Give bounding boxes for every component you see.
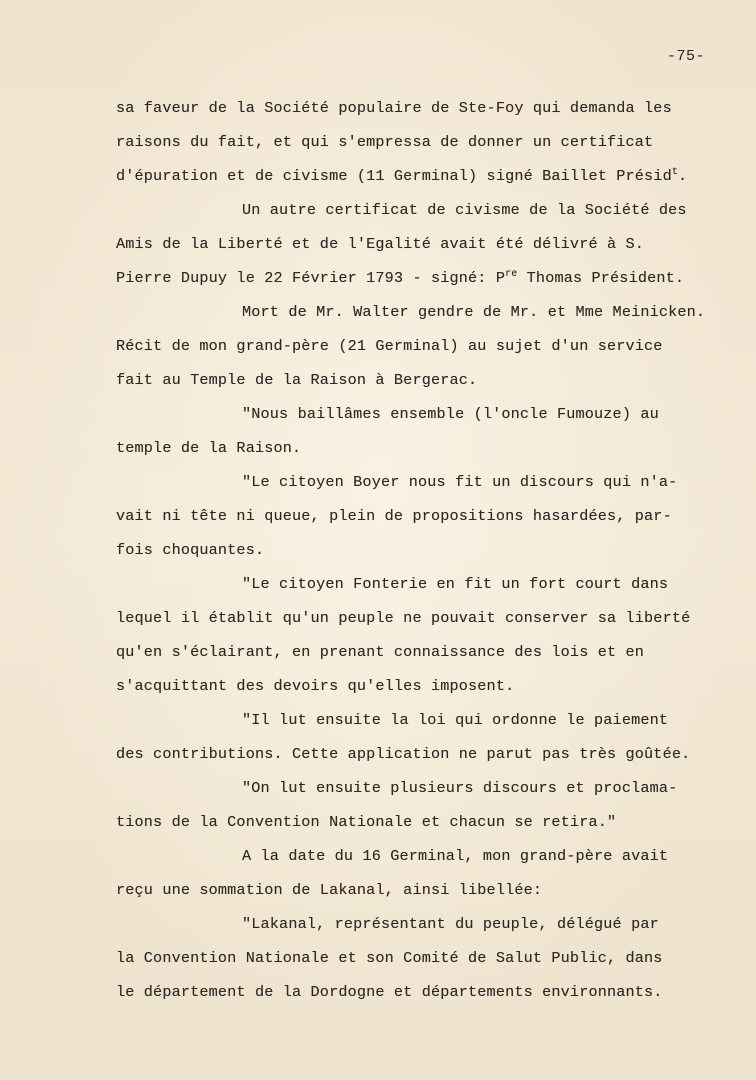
text-line-end: Thomas Président.: [517, 269, 685, 287]
text-line: "Nous baillâmes ensemble (l'oncle Fumouze) au: [242, 405, 659, 423]
text-line: Un autre certificat de civisme de la Société des: [242, 201, 687, 219]
text-line: lequel il établit qu'un peuple ne pouvait conserver sa liberté: [116, 609, 691, 627]
text-line: "Lakanal, représentant du peuple, délégué par: [242, 915, 659, 933]
superscript: t: [671, 167, 678, 178]
text-line: fois choquantes.: [116, 541, 265, 559]
text-line: A la date du 16 Germinal, mon grand-père avait: [242, 847, 669, 865]
text-line: temple de la Raison.: [116, 439, 302, 457]
page-number: -75-: [667, 48, 706, 65]
text-line: tions de la Convention Nationale et chacun se retira.": [116, 813, 617, 831]
text-line: Mort de Mr. Walter gendre de Mr. et Mme Meinicken.: [242, 303, 706, 321]
text-line: reçu une sommation de Lakanal, ainsi libellée:: [116, 881, 543, 899]
text-line: la Convention Nationale et son Comité de Salut Public, dans: [116, 949, 663, 967]
text-line: Récit de mon grand-père (21 Germinal) au sujet d'un service: [116, 337, 663, 355]
text-line: le département de la Dordogne et départements environnants.: [116, 983, 663, 1001]
text-line: "Il lut ensuite la loi qui ordonne le paiement: [242, 711, 669, 729]
text-line: "Le citoyen Fonterie en fit un fort court dans: [242, 575, 669, 593]
text-line: [116, 167, 687, 185]
text-line-body: Pierre Dupuy le 22 Février 1793 - signé: P: [116, 269, 506, 287]
text-line: sa faveur de la Société populaire de Ste-Foy qui demanda les: [116, 99, 672, 117]
superscript: re: [505, 269, 518, 280]
text-line: qu'en s'éclairant, en prenant connaissance des lois et en: [116, 643, 645, 661]
text-line: "Le citoyen Boyer nous fit un discours qui n'a-: [242, 473, 678, 491]
text-line: Amis de la Liberté et de l'Egalité avait été délivré à S.: [116, 235, 645, 253]
text-line: [116, 269, 684, 287]
text-line-body: d'épuration et de civisme (11 Germinal) signé Baillet Présid: [116, 167, 672, 185]
text-line: fait au Temple de la Raison à Bergerac.: [116, 371, 478, 389]
text-line-end: .: [678, 167, 688, 185]
text-line: des contributions. Cette application ne parut pas très goûtée.: [116, 745, 691, 763]
text-line: s'acquittant des devoirs qu'elles imposent.: [116, 677, 515, 695]
text-line: "On lut ensuite plusieurs discours et proclama-: [242, 779, 678, 797]
text-line: raisons du fait, et qui s'empressa de donner un certificat: [116, 133, 654, 151]
text-line: vait ni tête ni queue, plein de propositions hasardées, par-: [116, 507, 672, 525]
